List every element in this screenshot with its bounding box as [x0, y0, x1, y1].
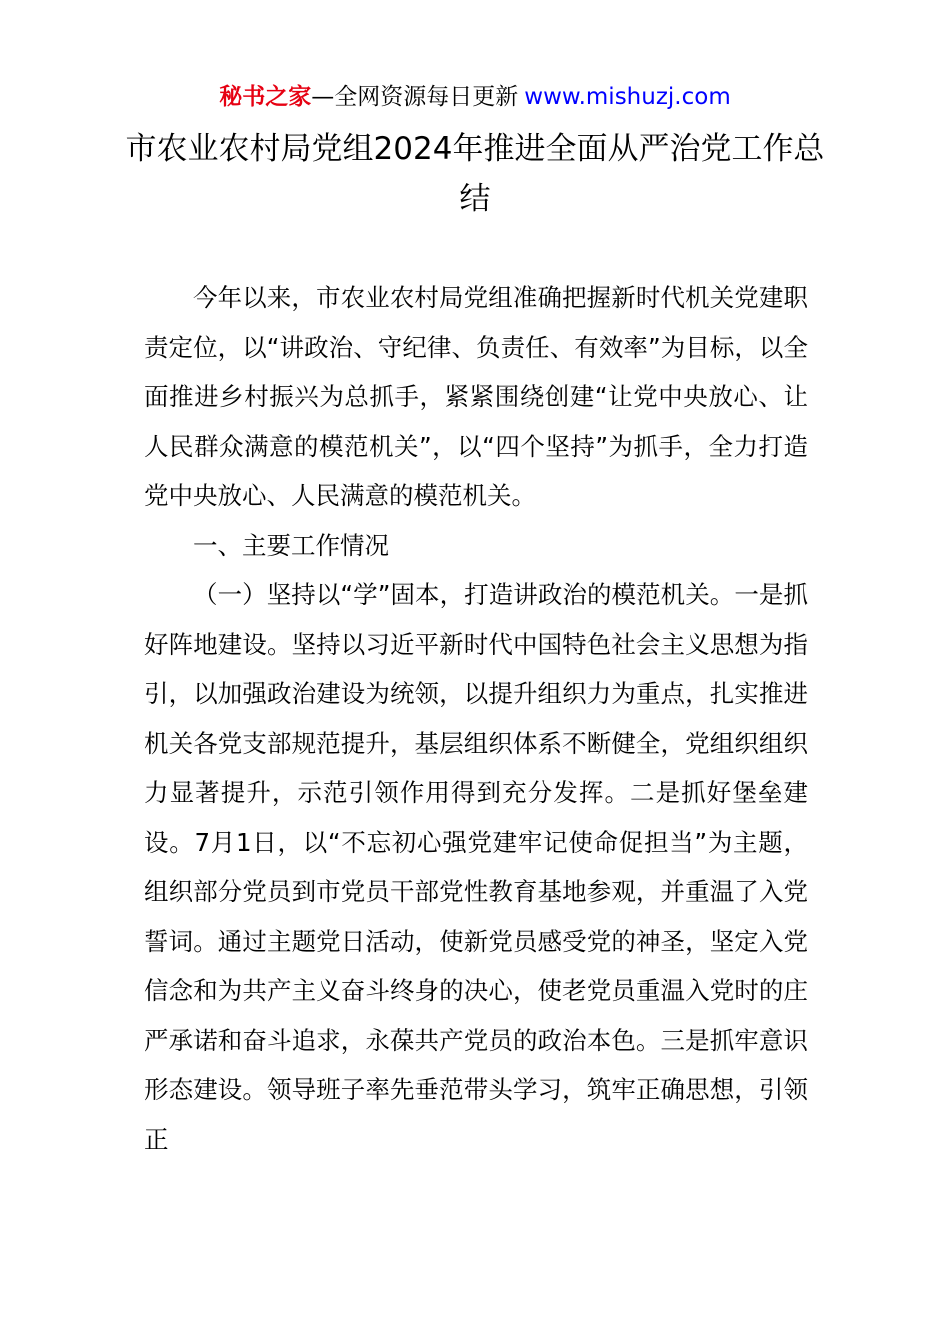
site-header: [0, 80, 950, 114]
subsection-paragraph: （一）坚持以“学”固本，打造讲政治的模范机关。一是抓好阵地建设。坚持以习近平新时代中国特色社会主义思想为指引，以加强政治建设为统领，以提升组织力为重点，扎实推进机关各党支部规范提升，基层组织体系不断健全，党组织组织力显著提升，示范引领作用得到充分发挥。二是抓好堡垒建设。7月1日，以“不忘初心强党建牢记使命促担当”为主题，组织部分党员到市党员干部党性教育基地参观，并重温了入党誓词。通过主题党日活动，使新党员感受党的神圣，坚定入党信念和为共产主义奋斗终身的决心，使老党员重温入党时的庄严承诺和奋斗追求，永葆共产党员的政治本色。三是抓牢意识形态建设。领导班子率先垂范带头学习，筑牢正确思想，引领正: [144, 580, 808, 1154]
intro-paragraph: 今年以来，市农业农村局党组准确把握新时代机关党建职责定位，以“讲政治、守纪律、负责任、有效率”为目标，以全面推进乡村振兴为总抓手，紧紧围绕创建“让党中央放心、让人民群众满意的模范机关”，以“四个坚持”为抓手，全力打造党中央放心、人民满意的模范机关。: [144, 283, 808, 510]
site-url-link[interactable]: www.mishuzj.com: [524, 84, 731, 110]
document-body: [144, 273, 808, 1164]
brand-name: 秘书之家: [219, 84, 312, 110]
header-tagline: —全网资源每日更新: [311, 84, 519, 110]
section-heading: 一、主要工作情况: [193, 530, 389, 560]
document-title: 市农业农村局党组2024年推进全面从严治党工作总结: [125, 131, 825, 217]
